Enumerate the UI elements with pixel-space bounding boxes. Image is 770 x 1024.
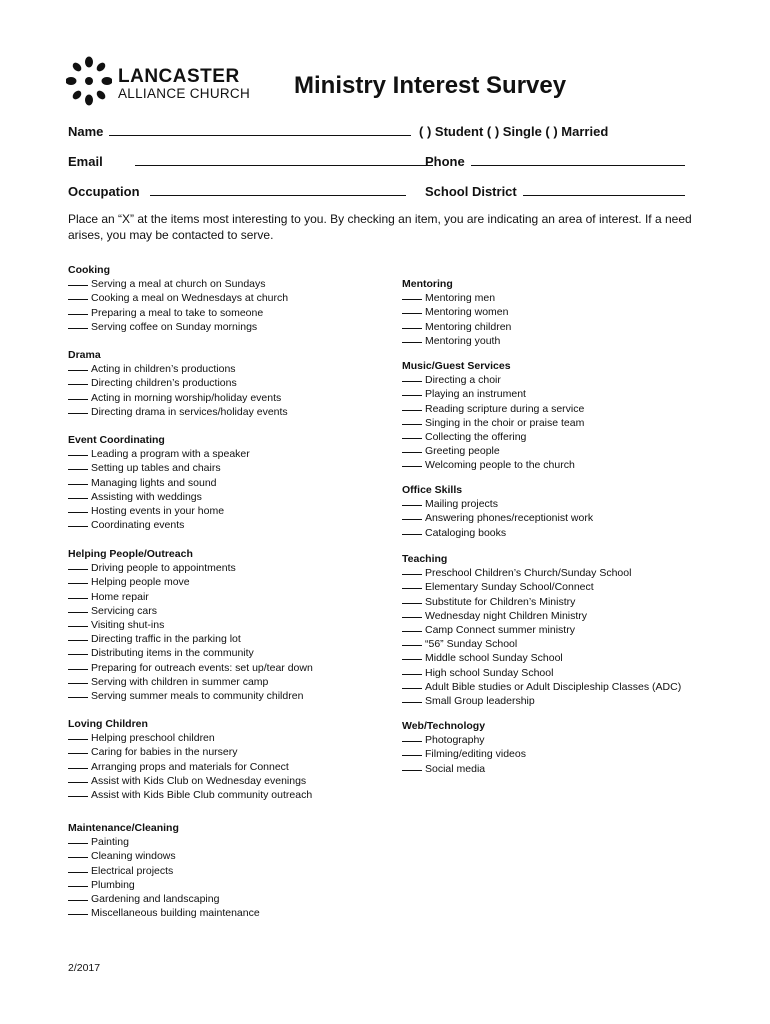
checkbox-blank[interactable]: [68, 298, 88, 300]
interest-label: Preparing a meal to take to someone: [91, 306, 264, 319]
interest-item[interactable]: [68, 277, 288, 291]
interest-item[interactable]: [402, 511, 593, 525]
interest-label: Substitute for Children’s Ministry: [425, 595, 576, 608]
name-label: Name: [68, 124, 104, 139]
interest-label: Electrical projects: [91, 864, 174, 877]
interest-item[interactable]: [68, 632, 313, 646]
interest-label: Preparing for outreach events: set up/tear down: [91, 661, 313, 674]
interest-label: Singing in the choir or praise team: [425, 416, 585, 429]
section-heading: Music/Guest Services: [402, 360, 511, 372]
instructions: Place an “X” at the items most interesting to you. By checking an item, you are indicating an area of interest. If a need arises, you may be contacted to serve.: [68, 212, 692, 242]
email-field[interactable]: [68, 154, 433, 169]
section-heading: Mentoring: [402, 278, 453, 290]
interest-label: Managing lights and sound: [91, 476, 217, 489]
interest-label: Cooking a meal on Wednesdays at church: [91, 292, 289, 305]
checkbox-blank[interactable]: [402, 327, 422, 329]
interest-item[interactable]: [68, 518, 250, 532]
section-maintenance-cleaning: [68, 821, 260, 920]
logo-line-1: LANCASTER: [118, 66, 240, 87]
checkbox-blank[interactable]: [68, 738, 88, 740]
interest-item[interactable]: [68, 646, 313, 660]
checkbox-blank[interactable]: [402, 630, 422, 632]
interest-item[interactable]: [402, 416, 584, 430]
checkbox-blank[interactable]: [402, 298, 422, 300]
section-mentoring: [402, 277, 511, 348]
interest-label: Painting: [91, 836, 129, 849]
interest-item[interactable]: [402, 694, 681, 708]
checkbox-blank[interactable]: [402, 701, 422, 703]
checkbox-blank[interactable]: [68, 597, 88, 599]
interest-item[interactable]: [402, 623, 681, 637]
checkbox-blank[interactable]: [402, 587, 422, 589]
name-line[interactable]: [109, 134, 411, 136]
interest-item[interactable]: [402, 762, 526, 776]
checkbox-blank[interactable]: [68, 752, 88, 754]
interest-item[interactable]: [68, 892, 260, 906]
interest-label: Welcoming people to the church: [425, 459, 575, 472]
section-event-coordinating: [68, 433, 250, 532]
checkbox-blank[interactable]: [68, 696, 88, 698]
interest-item[interactable]: [402, 733, 526, 747]
interest-label: Cataloging books: [425, 526, 507, 539]
checkbox-blank[interactable]: [402, 437, 422, 439]
interest-label: Directing children’s productions: [91, 377, 237, 390]
interest-item[interactable]: [68, 376, 288, 390]
interest-label: Arranging props and materials for Connect: [91, 760, 289, 773]
interest-label: High school Sunday School: [425, 666, 554, 679]
checkbox-blank[interactable]: [68, 582, 88, 584]
section-heading: Maintenance/Cleaning: [68, 822, 179, 834]
checkbox-blank[interactable]: [68, 454, 88, 456]
interest-item[interactable]: [68, 689, 313, 703]
interest-item[interactable]: [402, 526, 593, 540]
interest-item[interactable]: [402, 334, 511, 348]
checkbox-blank[interactable]: [402, 687, 422, 689]
school-district-field[interactable]: [425, 184, 685, 199]
interest-item[interactable]: [68, 590, 313, 604]
section-cooking: [68, 263, 288, 334]
interest-label: Helping preschool children: [91, 732, 215, 745]
interest-label: Reading scripture during a service: [425, 402, 585, 415]
interest-label: Coordinating events: [91, 519, 185, 532]
interest-item[interactable]: [68, 604, 313, 618]
checkbox-blank[interactable]: [68, 856, 88, 858]
section-teaching: [402, 552, 681, 708]
interest-item[interactable]: [68, 362, 288, 376]
interest-label: Mentoring women: [425, 306, 509, 319]
checkbox-blank[interactable]: [68, 625, 88, 627]
section-heading: Event Coordinating: [68, 434, 165, 446]
interest-label: Filming/editing videos: [425, 748, 526, 761]
checkbox-blank[interactable]: [402, 518, 422, 520]
page-title: Ministry Interest Survey: [294, 72, 567, 99]
phone-line[interactable]: [471, 164, 685, 166]
interest-item[interactable]: [402, 444, 584, 458]
checkbox-blank[interactable]: [402, 394, 422, 396]
interest-label: Leading a program with a speaker: [91, 448, 250, 461]
interest-label: Serving summer meals to community children: [91, 690, 304, 703]
interest-item[interactable]: [68, 447, 250, 461]
email-line[interactable]: [135, 164, 433, 166]
checkbox-blank[interactable]: [68, 398, 88, 400]
section-heading: Helping People/Outreach: [68, 548, 193, 560]
interest-item[interactable]: [402, 430, 584, 444]
status-options[interactable]: ( ) Student ( ) Single ( ) Married: [419, 124, 609, 139]
checkbox-blank[interactable]: [402, 754, 422, 756]
interest-item[interactable]: [402, 305, 511, 319]
interest-label: Caring for babies in the nursery: [91, 746, 238, 759]
interest-label: Gardening and landscaping: [91, 893, 220, 906]
checkbox-blank[interactable]: [68, 899, 88, 901]
interest-item[interactable]: [68, 391, 288, 405]
checkbox-blank[interactable]: [402, 644, 422, 646]
checkbox-blank[interactable]: [68, 795, 88, 797]
checkbox-blank[interactable]: [68, 668, 88, 670]
section-office-skills: [402, 483, 593, 540]
interest-label: Small Group leadership: [425, 695, 535, 708]
interest-item[interactable]: [402, 402, 584, 416]
checkbox-blank[interactable]: [68, 525, 88, 527]
school-district-label: School District: [425, 184, 517, 199]
interest-item[interactable]: [68, 731, 312, 745]
interest-label: Driving people to appointments: [91, 562, 236, 575]
interest-item[interactable]: [68, 835, 260, 849]
interest-label: Acting in children’s productions: [91, 363, 236, 376]
interest-item[interactable]: [68, 320, 288, 334]
interest-item[interactable]: [68, 661, 313, 675]
interest-item[interactable]: [402, 595, 681, 609]
section-heading: Web/Technology: [402, 720, 486, 732]
interest-label: Helping people move: [91, 576, 190, 589]
interest-item[interactable]: [402, 566, 681, 580]
interest-item[interactable]: [402, 387, 584, 401]
interest-label: Mailing projects: [425, 498, 498, 511]
checkbox-blank[interactable]: [402, 423, 422, 425]
interest-label: Assist with Kids Club on Wednesday evenings: [91, 774, 307, 787]
occupation-label: Occupation: [68, 184, 140, 199]
checkbox-blank[interactable]: [68, 568, 88, 570]
name-field[interactable]: [68, 124, 608, 139]
interest-label: Visiting shut-ins: [91, 619, 165, 632]
interest-label: Directing traffic in the parking lot: [91, 633, 241, 646]
occupation-line[interactable]: [150, 194, 406, 196]
checkbox-blank[interactable]: [68, 284, 88, 286]
cross-logo-icon: [66, 56, 112, 106]
logo-line-2: ALLIANCE CHURCH: [118, 86, 251, 101]
checkbox-blank[interactable]: [68, 497, 88, 499]
interest-item[interactable]: [402, 291, 511, 305]
interest-label: Directing drama in services/holiday events: [91, 405, 288, 418]
interest-label: Home repair: [91, 590, 149, 603]
interest-item[interactable]: [402, 497, 593, 511]
section-heading: Teaching: [402, 553, 448, 565]
checkbox-blank[interactable]: [68, 639, 88, 641]
interest-label: Middle school Sunday School: [425, 652, 563, 665]
checkbox-blank[interactable]: [68, 483, 88, 485]
interest-label: Mentoring youth: [425, 334, 501, 347]
interest-item[interactable]: [68, 291, 288, 305]
interest-label: Acting in morning worship/holiday events: [91, 391, 282, 404]
interest-item[interactable]: [68, 906, 260, 920]
checkbox-blank[interactable]: [68, 767, 88, 769]
interest-label: Cleaning windows: [91, 850, 176, 863]
interest-label: Elementary Sunday School/Connect: [425, 581, 594, 594]
checkbox-blank[interactable]: [402, 341, 422, 343]
interest-label: Serving coffee on Sunday mornings: [91, 320, 258, 333]
interest-label: Photography: [425, 734, 485, 747]
interest-label: Assist with Kids Bible Club community outreach: [91, 789, 313, 802]
section-helping-people-outreach: [68, 547, 313, 703]
checkbox-blank[interactable]: [402, 658, 422, 660]
interest-item[interactable]: [68, 306, 288, 320]
phone-field[interactable]: [425, 154, 685, 169]
checkbox-blank[interactable]: [68, 468, 88, 470]
checkbox-blank[interactable]: [68, 511, 88, 513]
checkbox-blank[interactable]: [68, 369, 88, 371]
interest-item[interactable]: [68, 774, 312, 788]
interest-label: Collecting the offering: [425, 431, 527, 444]
checkbox-blank[interactable]: [68, 327, 88, 329]
interest-label: Wednesday night Children Ministry: [425, 609, 588, 622]
interest-label: Servicing cars: [91, 604, 157, 617]
checkbox-blank[interactable]: [68, 842, 88, 844]
section-web-technology: [402, 719, 526, 776]
interest-item[interactable]: [402, 320, 511, 334]
interest-label: Plumbing: [91, 878, 135, 891]
interest-label: Adult Bible studies or Adult Discipleship Classes (ADC): [425, 680, 682, 693]
section-heading: Office Skills: [402, 484, 463, 496]
checkbox-blank[interactable]: [402, 616, 422, 618]
checkbox-blank[interactable]: [68, 412, 88, 414]
checkbox-blank[interactable]: [68, 383, 88, 385]
checkbox-blank[interactable]: [402, 673, 422, 675]
section-heading: Cooking: [68, 264, 110, 276]
revision-date: 2/2017: [68, 962, 101, 974]
checkbox-blank[interactable]: [68, 885, 88, 887]
interest-item[interactable]: [68, 561, 313, 575]
interest-label: Hosting events in your home: [91, 505, 225, 518]
checkbox-blank[interactable]: [402, 409, 422, 411]
interest-item[interactable]: [402, 651, 681, 665]
checkbox-blank[interactable]: [402, 602, 422, 604]
checkbox-blank[interactable]: [402, 451, 422, 453]
checkbox-blank[interactable]: [402, 465, 422, 467]
interest-label: Setting up tables and chairs: [91, 462, 221, 475]
interest-item[interactable]: [68, 575, 313, 589]
church-logo: [66, 56, 266, 108]
checkbox-blank[interactable]: [402, 504, 422, 506]
interest-item[interactable]: [68, 878, 260, 892]
interest-label: Preschool Children’s Church/Sunday School: [425, 567, 632, 580]
checkbox-blank[interactable]: [68, 653, 88, 655]
section-music-guest-services: [402, 359, 584, 473]
interest-label: Directing a choir: [425, 374, 501, 387]
phone-label: Phone: [425, 154, 465, 169]
interest-label: Playing an instrument: [425, 388, 526, 401]
checkbox-blank[interactable]: [402, 533, 422, 535]
interest-item[interactable]: [402, 609, 681, 623]
interest-item[interactable]: [68, 461, 250, 475]
interest-item[interactable]: [402, 680, 681, 694]
interest-label: Serving a meal at church on Sundays: [91, 278, 266, 291]
checkbox-blank[interactable]: [402, 769, 422, 771]
interest-item[interactable]: [402, 666, 681, 680]
school-district-line[interactable]: [523, 194, 685, 196]
checkbox-blank[interactable]: [402, 740, 422, 742]
interest-label: Assisting with weddings: [91, 490, 202, 503]
interest-label: “56” Sunday School: [425, 638, 518, 651]
interest-label: Mentoring children: [425, 320, 512, 333]
interest-item[interactable]: [68, 745, 312, 759]
section-drama: [68, 348, 288, 419]
checkbox-blank[interactable]: [68, 611, 88, 613]
interest-label: Miscellaneous building maintenance: [91, 907, 260, 920]
interest-item[interactable]: [402, 747, 526, 761]
checkbox-blank[interactable]: [402, 380, 422, 382]
interest-item[interactable]: [68, 476, 250, 490]
occupation-field[interactable]: [68, 184, 406, 199]
section-heading: Loving Children: [68, 718, 148, 730]
interest-label: Mentoring men: [425, 292, 496, 305]
interest-label: Serving with children in summer camp: [91, 675, 269, 688]
interest-item[interactable]: [68, 760, 312, 774]
section-heading: Drama: [68, 349, 101, 361]
interest-item[interactable]: [402, 458, 584, 472]
email-label: Email: [68, 154, 103, 169]
checkbox-blank[interactable]: [68, 913, 88, 915]
interest-item[interactable]: [68, 675, 313, 689]
interest-item[interactable]: [68, 864, 260, 878]
checkbox-blank[interactable]: [68, 871, 88, 873]
interest-item[interactable]: [68, 618, 313, 632]
interest-label: Distributing items in the community: [91, 647, 254, 660]
interest-item[interactable]: [68, 490, 250, 504]
checkbox-blank[interactable]: [68, 682, 88, 684]
checkbox-blank[interactable]: [402, 312, 422, 314]
checkbox-blank[interactable]: [68, 781, 88, 783]
interest-item[interactable]: [68, 405, 288, 419]
interest-item[interactable]: [68, 849, 260, 863]
interest-item[interactable]: [68, 788, 312, 802]
interest-item[interactable]: [68, 504, 250, 518]
interest-label: Greeting people: [425, 445, 500, 458]
checkbox-blank[interactable]: [68, 313, 88, 315]
interest-item[interactable]: [402, 373, 584, 387]
interest-label: Social media: [425, 762, 486, 775]
interest-label: Answering phones/receptionist work: [425, 512, 594, 525]
interest-item[interactable]: [402, 580, 681, 594]
section-loving-children: [68, 717, 312, 802]
interest-item[interactable]: [402, 637, 681, 651]
interest-label: Camp Connect summer ministry: [425, 624, 575, 637]
checkbox-blank[interactable]: [402, 573, 422, 575]
